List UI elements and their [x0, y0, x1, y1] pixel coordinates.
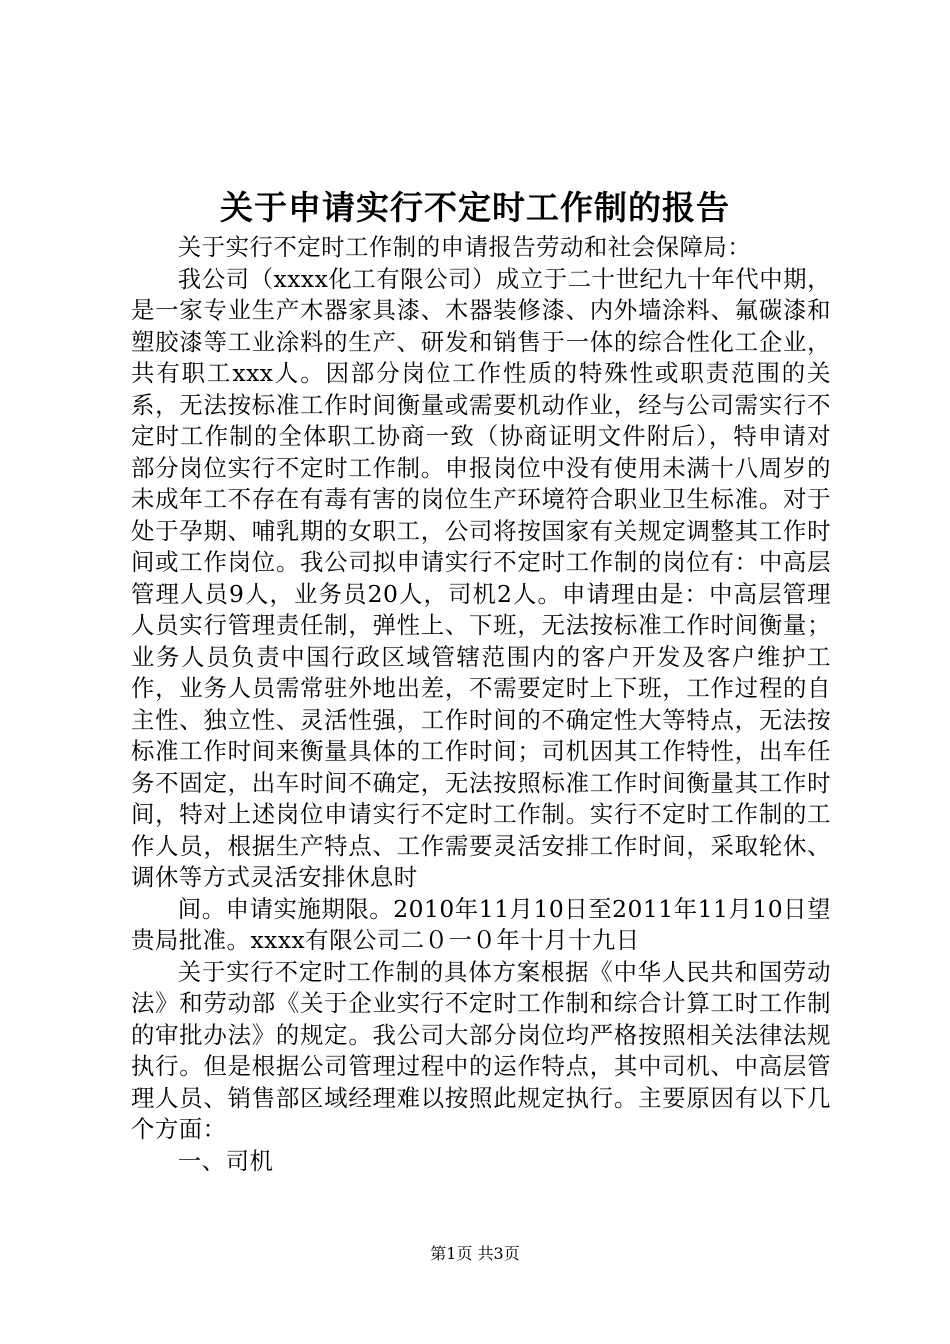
paragraph-salutation: 关于实行不定时工作制的申请报告劳动和社会保障局：	[177, 233, 752, 261]
document-body	[131, 232, 831, 1177]
paragraph-application: 我公司（xxxx化工有限公司）成立于二十世纪九十年代中期，是一家专业生产木器家具漆、木器装修漆、内外墙涂料、氟碳漆和塑胶漆等工业涂料的生产、研发和销售于一体的综合性化工企业，共有职工xxx人。因部分岗位工作性质的特殊性或职责范围的关系，无法按标准工作时间衡量或需要机动作业，经与公司需实行不定时工作制的全体职工协商一致（协商证明文件附后），特申请对部分岗位实行不定时工作制。申报岗位中没有使用未满十八周岁的未成年工不存在有毒有害的岗位生产环境符合职业卫生标准。对于处于孕期、哺乳期的女职工，公司将按国家有关规定调整其工作时间或工作岗位。我公司拟申请实行不定时工作制的岗位有：中高层管理人员9人，业务员20人，司机2人。申请理由是：中高层管理人员实行管理责任制，弹性上、下班，无法按标准工作时间衡量；业务人员负责中国行政区域管辖范围内的客户开发及客户维护工作，业务人员需常驻外地出差，不需要定时上下班，工作过程的自主性、独立性、灵活性强，工作时间的不确定性大等特点，无法按标准工作时间来衡量具体的工作时间；司机因其工作特性，出车任务不固定，出车时间不确定，无法按照标准工作时间衡量其工作时间，特对上述岗位申请实行不定时工作制。实行不定时工作制的工作人员，根据生产特点、工作需要灵活安排工作时间，采取轮休、调休等方式灵活安排休息时	[131, 264, 831, 891]
paragraph-section-heading: 一、司机	[177, 1146, 274, 1175]
page-footer: 第1页 共3页	[430, 1244, 520, 1263]
document-title: 关于申请实行不定时工作制的报告	[220, 188, 730, 227]
paragraph-plan: 关于实行不定时工作制的具体方案根据《中华人民共和国劳动法》和劳动部《关于企业实行不定时工作制和综合计算工时工作制的审批办法》的规定。我公司大部分岗位均严格按照相关法律法规执行。但是根据公司管理过程中的运作特点，其中司机、中高层管理人员、销售部区域经理难以按照此规定执行。主要原因有以下几个方面：	[131, 957, 831, 1143]
paragraph-period: 间。申请实施期限。2010年11月10日至2011年11月10日望贵局批准。xxxx有限公司二０一０年十月十九日	[131, 894, 831, 954]
